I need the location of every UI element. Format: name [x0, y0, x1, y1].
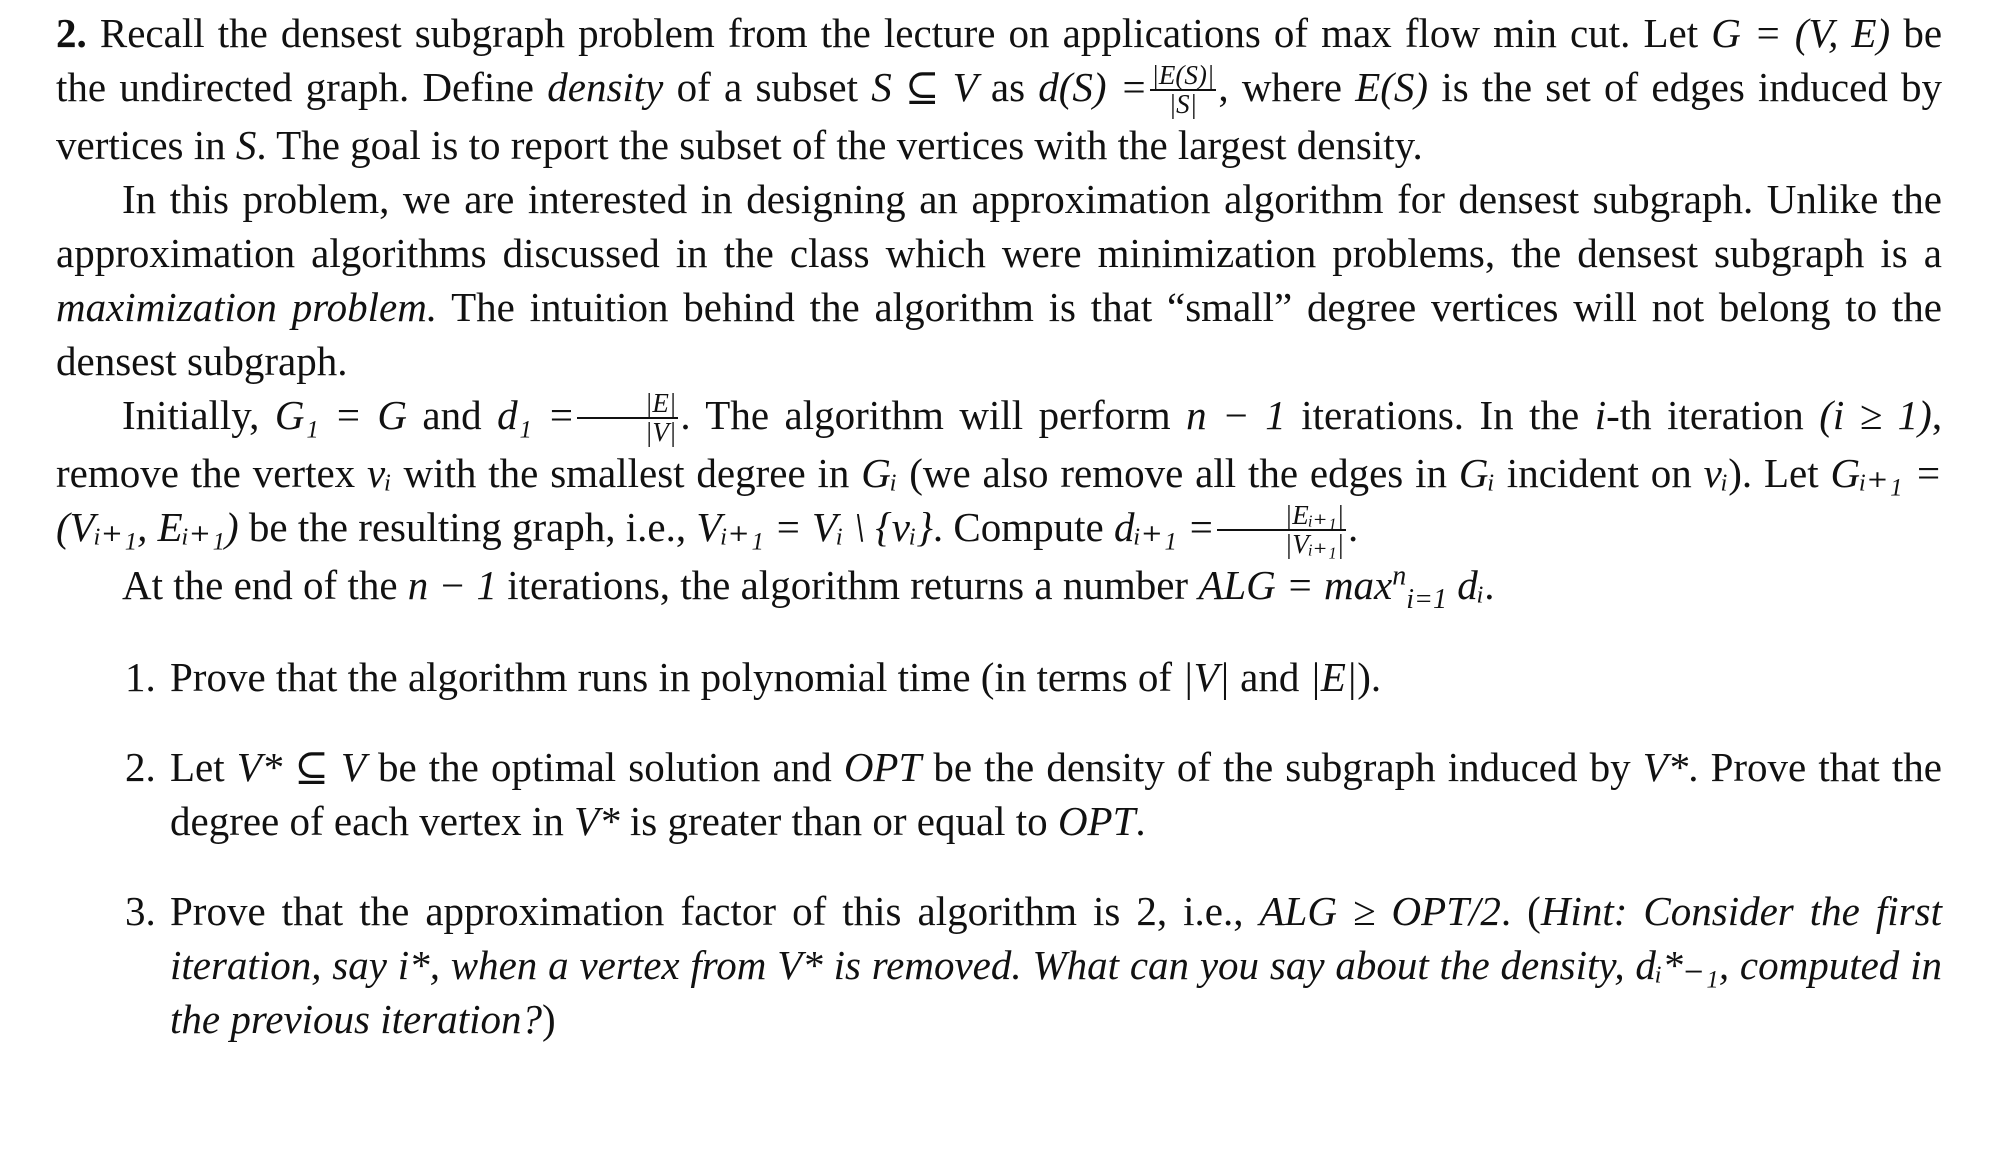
problem-number: 2.	[56, 10, 87, 56]
math-Vstar: V*	[574, 798, 620, 844]
text: be the density of the subgraph induced by	[933, 744, 1631, 790]
math-d1: d₁ =	[497, 392, 575, 438]
question-3	[166, 884, 1942, 1046]
math-Vstar-subset: V* ⊆ V	[236, 744, 366, 790]
paragraph-return	[56, 558, 1942, 616]
math-alg-sup: n	[1392, 560, 1407, 592]
math-OPT: OPT	[843, 744, 922, 790]
text: . (	[1500, 888, 1541, 934]
text: . Compute	[932, 504, 1104, 550]
paragraph-algorithm	[56, 388, 1942, 558]
question-2	[166, 740, 1942, 848]
text: and	[1240, 654, 1300, 700]
hint-text: , computed in the previous iteration?	[170, 942, 1942, 1042]
text: . The goal is to report the subset of the vertices with the largest density.	[256, 122, 1423, 168]
hint-text: , when a vertex from	[429, 942, 767, 988]
math-V-next: Vᵢ₊₁ = Vᵢ \ {vᵢ}	[696, 504, 933, 550]
fraction-numerator: |E|	[577, 390, 678, 419]
hint-text: is removed. What can you say about the density,	[833, 942, 1625, 988]
math-alg: ALG = max	[1198, 562, 1393, 608]
fraction-density	[1150, 62, 1217, 118]
text: , remove the vertex	[56, 392, 1943, 496]
text: .	[1348, 504, 1359, 550]
text: incident on	[1506, 450, 1692, 496]
text: be the resulting graph, i.e.,	[248, 504, 687, 550]
text: is the set of edges induced by vertices in	[56, 64, 1943, 168]
question-1	[166, 650, 1942, 704]
math-i: i	[1594, 392, 1607, 438]
math-vi: vᵢ	[1703, 450, 1729, 496]
text: .	[1135, 798, 1146, 844]
text: with the smallest degree in	[403, 450, 850, 496]
math-OPT: OPT	[1057, 798, 1136, 844]
fraction-numerator: |Eᵢ₊₁|	[1217, 502, 1346, 531]
text: Prove that the algorithm runs in polynomial time (in terms of	[170, 654, 1173, 700]
math-n-minus-1: n − 1	[407, 562, 497, 608]
emph-density: density	[547, 64, 664, 110]
math-Vstar: V*	[1642, 744, 1689, 790]
text: is greater than or equal to	[629, 798, 1048, 844]
emph-maximization: maximization problem.	[56, 284, 438, 330]
problem-document	[56, 6, 1942, 1082]
text: be the undirected graph. Define	[56, 10, 1943, 110]
math-S: S	[235, 122, 257, 168]
text: . Prove that the degree of each vertex in	[170, 744, 1942, 844]
math-n-minus-1: n − 1	[1186, 392, 1286, 438]
math-alg-tail: dᵢ	[1457, 562, 1485, 608]
text: Recall the densest subgraph problem from the lecture on applications of max flow min cut. Let	[99, 10, 1699, 56]
fraction-numerator: |E(S)|	[1151, 60, 1215, 90]
text: -th iteration	[1606, 392, 1804, 438]
math-V: |V|	[1182, 654, 1230, 700]
hint-text: Hint: Consider the first iteration, say	[170, 888, 1942, 988]
text: .	[1484, 562, 1495, 608]
math-subset: S ⊆ V	[871, 64, 978, 110]
text: of a subset	[676, 64, 858, 110]
math-d-prev: dᵢ*₋₁	[1635, 942, 1719, 988]
math-alg-bound: ALG ≥ OPT/2	[1259, 888, 1501, 934]
text: The intuition behind the algorithm is that “small” degree vertices will not belong to the densest subgraph.	[56, 284, 1942, 384]
text: iterations, the algorithm returns a number	[507, 562, 1189, 608]
fraction-denominator: |Vᵢ₊₁|	[1284, 529, 1345, 559]
text: iterations. In the	[1301, 392, 1580, 438]
math-vi: vᵢ	[367, 450, 392, 496]
math-g1: G₁ = G	[274, 392, 407, 438]
math-Vstar: V*	[777, 942, 823, 988]
fraction-denominator: |S|	[1168, 89, 1198, 119]
text: In this problem, we are interested in designing an approximation algorithm for densest subgraph. Unlike the approximation algorithms discussed in the class which were minimization problems, the densest subgraph is a	[56, 176, 1942, 276]
math-d-next: dᵢ₊₁ =	[1113, 504, 1215, 550]
text: Prove that the approximation factor of this algorithm is 2, i.e.,	[170, 888, 1244, 934]
text: . The algorithm will perform	[680, 392, 1171, 438]
text: and	[422, 392, 482, 438]
math-alg-sub: i=1	[1406, 584, 1447, 616]
math-i-cond: (i ≥ 1)	[1819, 392, 1932, 438]
math-dS: d(S) =	[1038, 64, 1148, 110]
question-list	[56, 650, 1942, 1046]
text: be the optimal solution and	[377, 744, 832, 790]
math-ES: E(S)	[1355, 64, 1429, 110]
paragraph-definition	[56, 6, 1942, 172]
text: )	[541, 996, 556, 1042]
math-istar: i*	[397, 942, 430, 988]
math-graph: G = (V, E)	[1711, 10, 1891, 56]
paragraph-intuition	[56, 172, 1942, 388]
fraction-next	[1217, 502, 1346, 558]
fraction-denominator: |V|	[644, 417, 677, 447]
text: At the end of the	[122, 562, 398, 608]
text: ). Let	[1728, 450, 1819, 496]
text: ).	[1357, 654, 1382, 700]
text: as	[990, 64, 1026, 110]
math-Gi: Gᵢ	[1458, 450, 1495, 496]
math-G-next: Gᵢ₊₁ = (Vᵢ₊₁, Eᵢ₊₁)	[56, 450, 1942, 550]
fraction-initial	[577, 390, 678, 446]
text: Let	[170, 744, 225, 790]
math-Gi: Gᵢ	[861, 450, 898, 496]
text: Initially,	[122, 392, 260, 438]
text: (we also remove all the edges in	[909, 450, 1447, 496]
math-E: |E|	[1309, 654, 1358, 700]
text: , where	[1218, 64, 1342, 110]
